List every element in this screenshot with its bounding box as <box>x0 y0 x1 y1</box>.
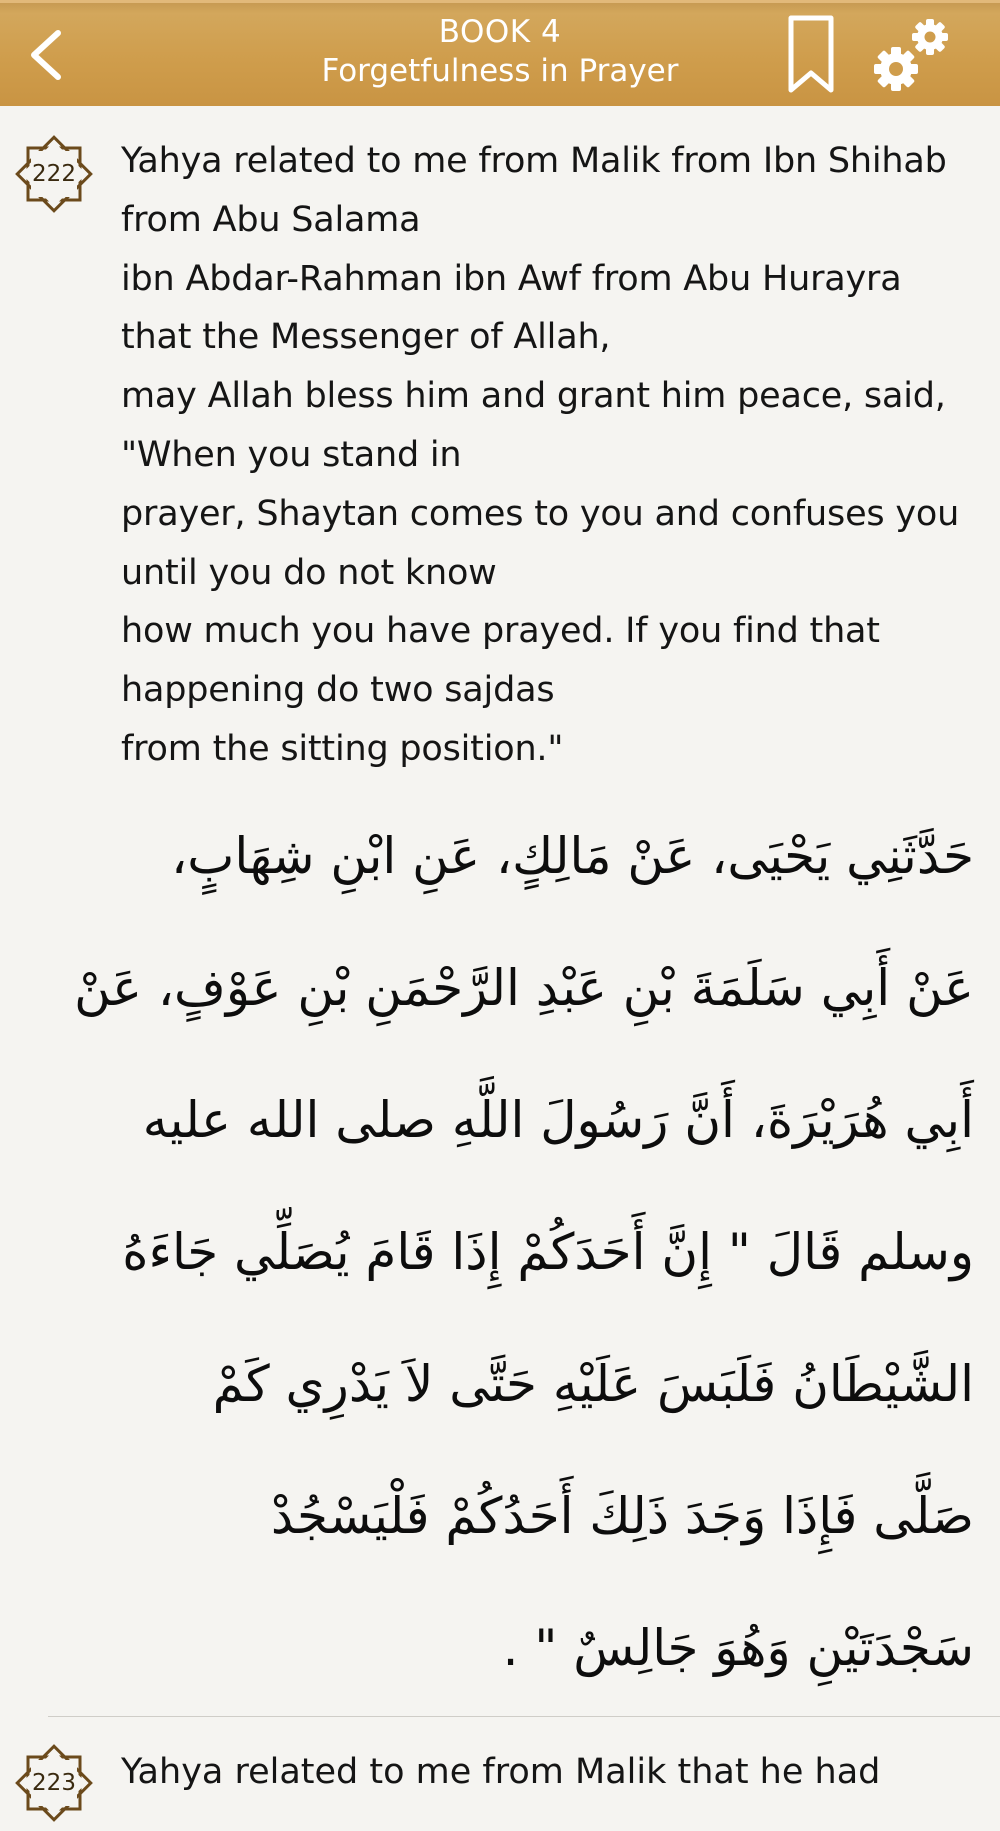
english-line: happening do two sajdas <box>121 670 555 711</box>
next-hadith-english-text: Yahya related to me from Malik that he had <box>121 1752 881 1792</box>
arabic-line: أَبِي هُرَيْرَةَ، أَنَّ رَسُولَ اللَّهِ صلى الله عليه <box>142 1091 974 1149</box>
english-line: may Allah bless him and grant him peace, said, <box>121 376 946 417</box>
arabic-line: عَنْ أَبِي سَلَمَةَ بْنِ عَبْدِ الرَّحْمَنِ بْنِ عَوْفٍ، عَنْ <box>74 959 974 1017</box>
hadith-number: 223 <box>32 1770 76 1796</box>
english-line: from the sitting position." <box>121 728 564 769</box>
gears-icon[interactable] <box>870 17 956 97</box>
book-number: BOOK 4 <box>438 14 562 50</box>
page-title <box>200 13 800 91</box>
english-line: "When you stand in <box>121 434 462 475</box>
book-title: Forgetfulness in Prayer <box>321 53 679 89</box>
hadith-number-badge <box>10 130 98 218</box>
hadith-arabic-text <box>74 790 974 1714</box>
hadith-number-badge <box>10 1739 98 1827</box>
english-line: prayer, Shaytan comes to you and confuses you <box>121 493 960 534</box>
arabic-line: حَدَّثَنِي يَحْيَى، عَنْ مَالِكٍ، عَنِ ابْنِ شِهَابٍ، <box>171 827 974 885</box>
english-line: ibn Abdar-Rahman ibn Awf from Abu Hurayra <box>121 258 902 299</box>
bookmark-icon[interactable] <box>786 15 836 95</box>
english-line: until you do not know <box>121 552 497 593</box>
top-bar <box>0 0 1000 106</box>
chevron-left-icon[interactable] <box>24 25 68 85</box>
arabic-line: صَلَّى فَإِذَا وَجَدَ ذَلِكَ أَحَدُكُمْ فَلْيَسْجُدْ <box>270 1487 974 1545</box>
english-line: that the Messenger of Allah, <box>121 317 611 358</box>
arabic-line: الشَّيْطَانُ فَلَبَسَ عَلَيْهِ حَتَّى لاَ يَدْرِي كَمْ <box>212 1355 974 1413</box>
arabic-line: وسلم قَالَ " إِنَّ أَحَدَكُمْ إِذَا قَامَ يُصَلِّي جَاءَهُ <box>122 1223 974 1281</box>
english-line: how much you have prayed. If you find that <box>121 611 880 652</box>
english-line: Yahya related to me from Malik from Ibn Shihab <box>121 141 947 181</box>
hadith-english-text <box>121 132 981 779</box>
english-line: from Abu Salama <box>121 199 421 240</box>
next-hadith-entry <box>0 1717 1000 1796</box>
arabic-line: سَجْدَتَيْنِ وَهُوَ جَالِسٌ " . <box>502 1619 974 1677</box>
hadith-number: 222 <box>32 161 76 187</box>
